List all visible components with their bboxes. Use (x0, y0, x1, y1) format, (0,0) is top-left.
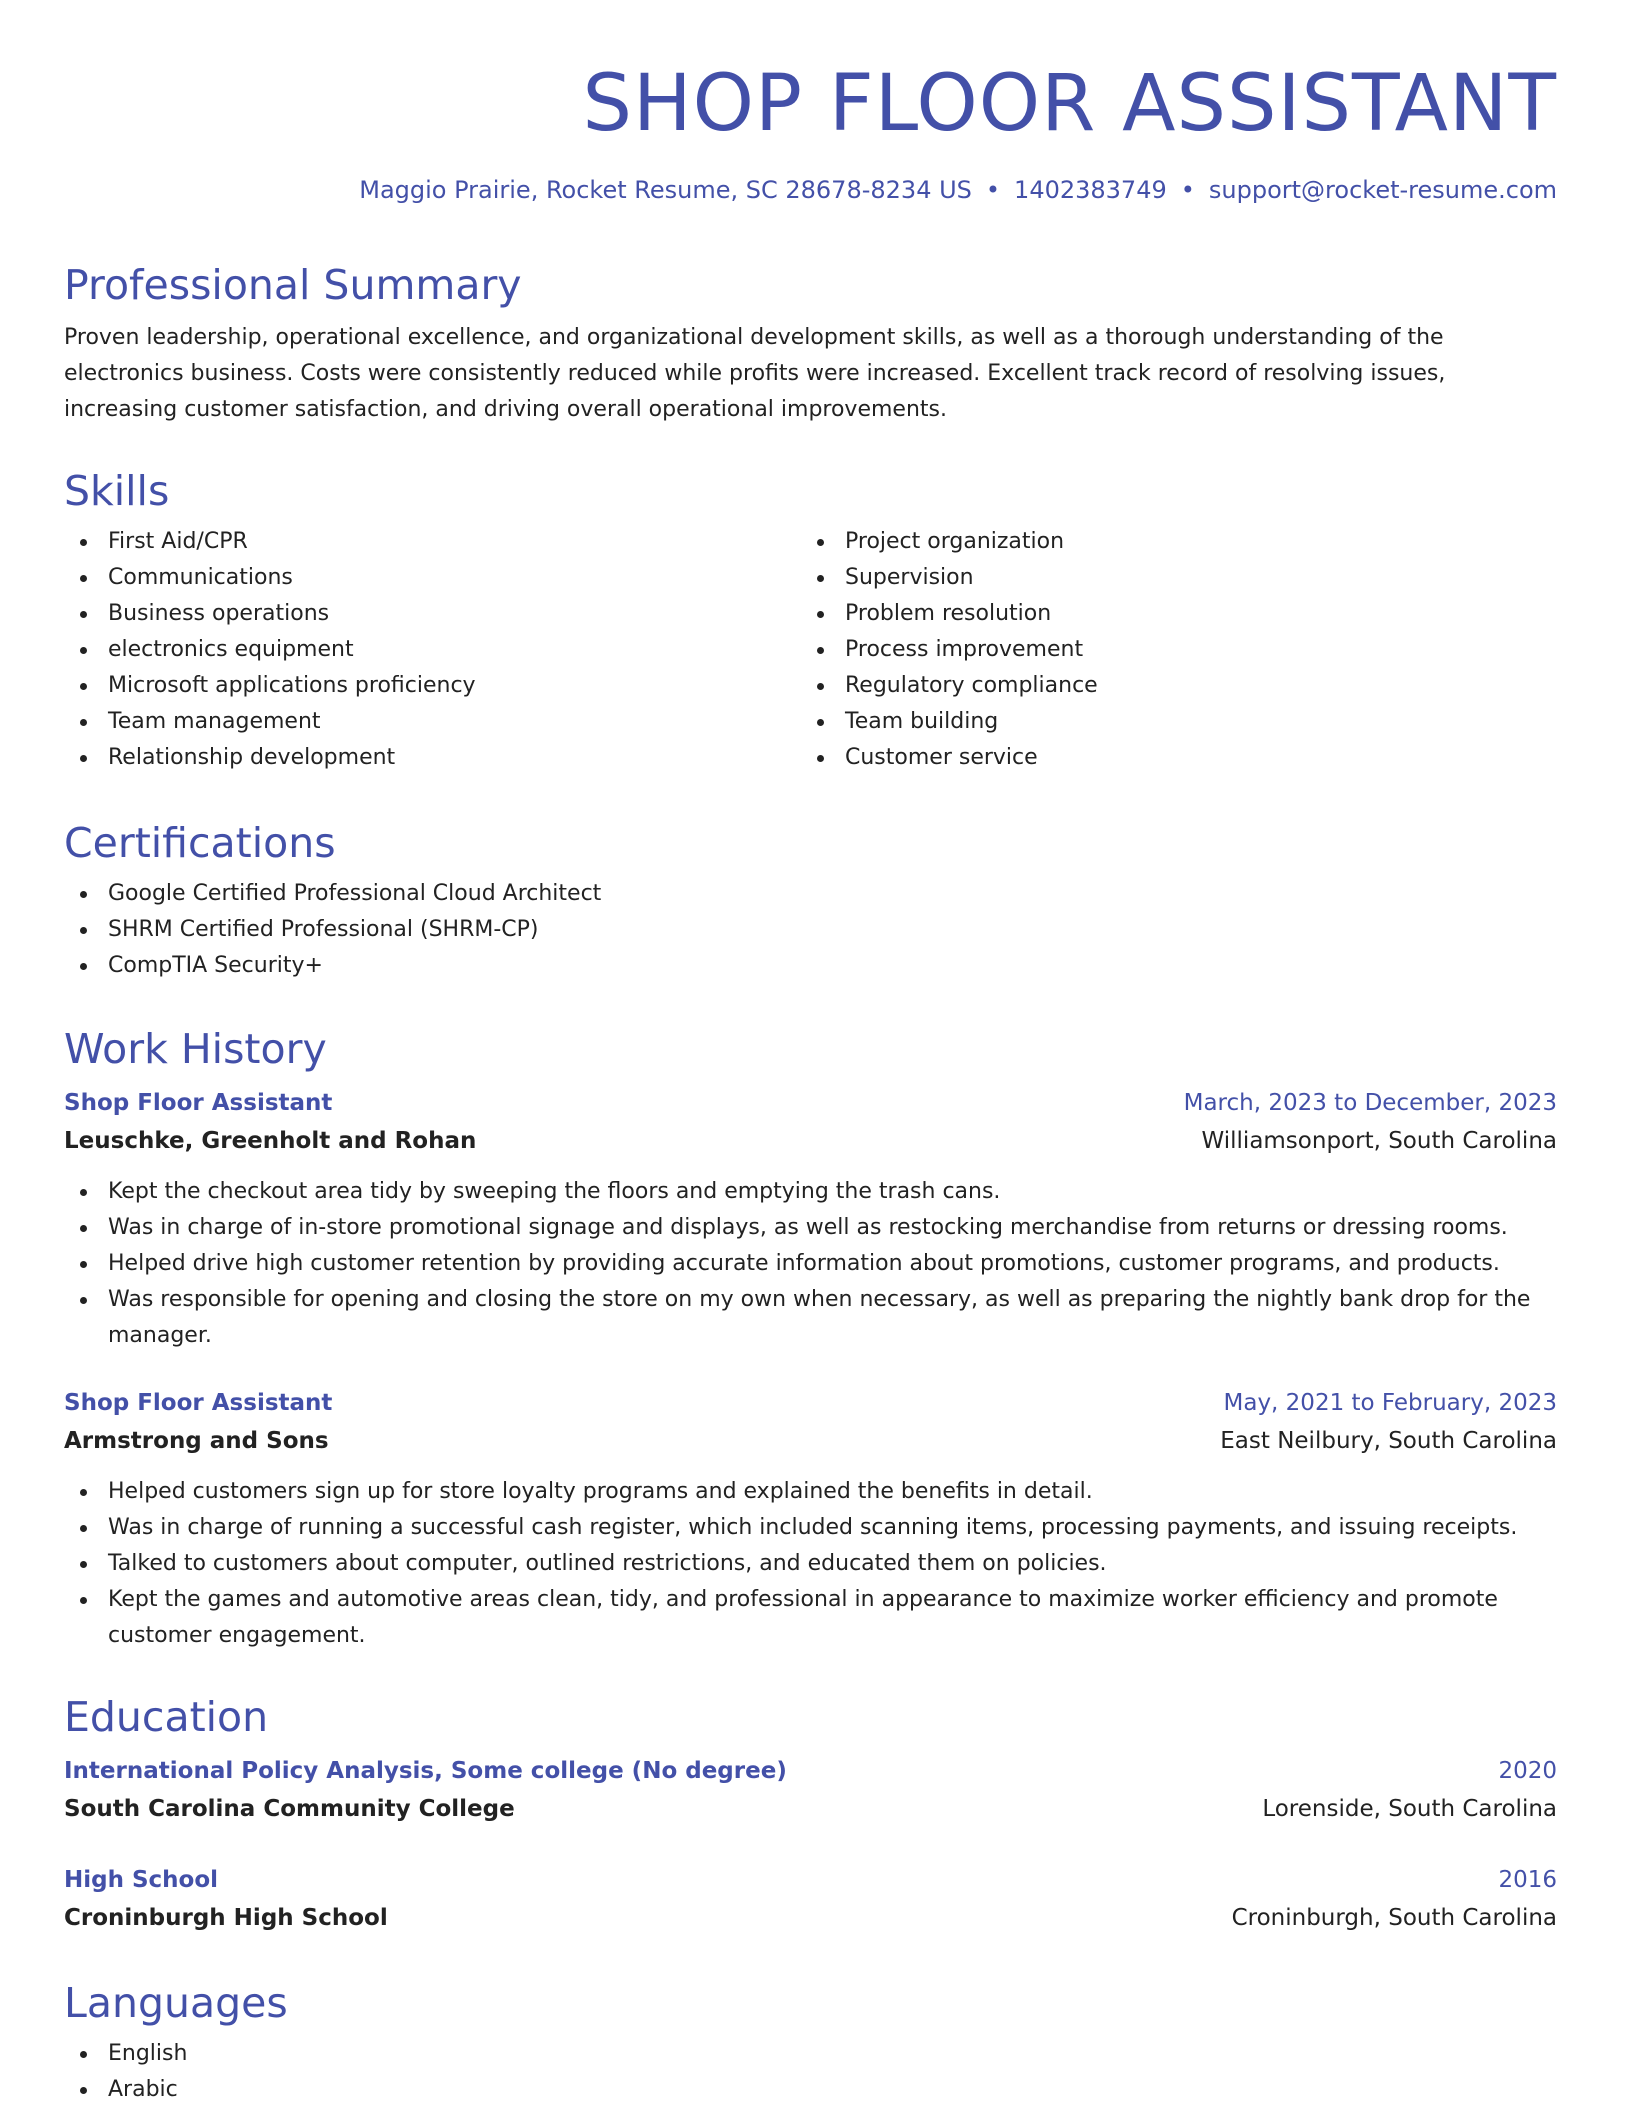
contact-separator: • (985, 176, 1001, 204)
job-bullets (64, 1174, 1557, 1354)
skill-item: Relationship development (64, 740, 801, 776)
education-location: Croninburgh, South Carolina (1231, 1905, 1557, 1931)
language-item: English (64, 2036, 1557, 2072)
job-entry (64, 1084, 1557, 1354)
skill-item: Supervision (801, 560, 1538, 596)
job-entry (64, 1384, 1557, 1654)
job-bullet: Talked to customers about computer, outlined restrictions, and educated them on policies. (64, 1546, 1557, 1582)
languages-section (64, 1978, 1557, 2108)
job-header-row (64, 1384, 1557, 1422)
skills-heading: Skills (64, 467, 170, 515)
job-company: Leuschke, Greenholt and Rohan (64, 1128, 477, 1154)
summary-heading: Professional Summary (64, 261, 522, 309)
languages-heading: Languages (64, 1979, 288, 2027)
education-section (64, 1692, 1557, 1937)
job-bullet: Was in charge of in-store promotional signage and displays, as well as restocking merchandise from returns or dressing rooms. (64, 1210, 1557, 1246)
skill-item: Team management (64, 704, 801, 740)
job-subheader-row (64, 1122, 1557, 1160)
certifications-list (64, 876, 1557, 984)
education-header-row (64, 1861, 1557, 1899)
skill-item: Problem resolution (801, 596, 1538, 632)
languages-list (64, 2036, 1557, 2108)
skill-item: Team building (801, 704, 1538, 740)
job-dates: May, 2021 to February, 2023 (1223, 1390, 1557, 1416)
job-title: Shop Floor Assistant (64, 1090, 333, 1116)
education-subheader-row (64, 1790, 1557, 1828)
contact-phone: 1402383749 (1014, 176, 1167, 204)
certifications-section (64, 818, 1557, 984)
job-title: Shop Floor Assistant (64, 1390, 333, 1416)
resume-page (64, 56, 1557, 2102)
contact-separator: • (1180, 176, 1195, 204)
job-bullet: Kept the games and automotive areas clean, tidy, and professional in appearance to maximize worker efficiency and promote customer engagement. (64, 1582, 1557, 1654)
job-company: Armstrong and Sons (64, 1428, 329, 1454)
job-bullet: Kept the checkout area tidy by sweeping the floors and emptying the trash cans. (64, 1174, 1557, 1210)
contact-email[interactable]: support@rocket-resume.com (1208, 176, 1557, 204)
skills-section (64, 466, 1557, 776)
education-year: 2020 (1498, 1758, 1557, 1784)
skill-item: First Aid/CPR (64, 524, 801, 560)
contact-line (359, 174, 1557, 206)
education-header-row (64, 1752, 1557, 1790)
skills-list-left (64, 524, 801, 776)
education-location: Lorenside, South Carolina (1262, 1796, 1557, 1822)
education-school: Croninburgh High School (64, 1905, 388, 1931)
skill-item: Project organization (801, 524, 1538, 560)
certifications-heading: Certifications (64, 819, 336, 867)
education-school: South Carolina Community College (64, 1796, 515, 1822)
skill-item: Microsoft applications proficiency (64, 668, 801, 704)
job-bullet: Helped customers sign up for store loyalty programs and explained the benefits in detail. (64, 1474, 1557, 1510)
summary-section (64, 260, 1557, 428)
job-bullet: Was in charge of running a successful cash register, which included scanning items, processing payments, and issuing receipts. (64, 1510, 1557, 1546)
skills-columns (64, 524, 1557, 776)
job-bullet: Helped drive high customer retention by providing accurate information about promotions, customer programs, and products. (64, 1246, 1557, 1282)
skill-item: Customer service (801, 740, 1538, 776)
education-entry (64, 1752, 1557, 1828)
skill-item: Communications (64, 560, 801, 596)
contact-address: Maggio Prairie, Rocket Resume, SC 28678-8234 US (359, 176, 972, 204)
education-subheader-row (64, 1899, 1557, 1937)
language-item: Arabic (64, 2072, 1557, 2108)
resume-title: SHOP FLOOR ASSISTANT (582, 59, 1557, 149)
work-history-heading: Work History (64, 1025, 327, 1073)
job-header-row (64, 1084, 1557, 1122)
job-bullet: Was responsible for opening and closing the store on my own when necessary, as well as preparing the nightly bank drop for the manager. (64, 1282, 1557, 1354)
skill-item: Business operations (64, 596, 801, 632)
certification-item: CompTIA Security+ (64, 948, 1557, 984)
certification-item: Google Certified Professional Cloud Architect (64, 876, 1557, 912)
education-entry (64, 1861, 1557, 1937)
certification-item: SHRM Certified Professional (SHRM-CP) (64, 912, 1557, 948)
job-bullets (64, 1474, 1557, 1654)
job-subheader-row (64, 1422, 1557, 1460)
skill-item: Regulatory compliance (801, 668, 1538, 704)
skill-item: electronics equipment (64, 632, 801, 668)
job-dates: March, 2023 to December, 2023 (1183, 1090, 1557, 1116)
education-year: 2016 (1498, 1867, 1557, 1893)
education-degree: International Policy Analysis, Some college (No degree) (64, 1758, 787, 1784)
work-history-section (64, 1024, 1557, 1654)
education-degree: High School (64, 1867, 219, 1893)
skill-item: Process improvement (801, 632, 1538, 668)
summary-text: Proven leadership, operational excellence, and organizational development skills, as well as a thorough understanding of the electronics business. Costs were consistently reduced while profits were increased. Excellent track record of resolving issues, increasing customer satisfaction, and driving overall operational improvements. (64, 325, 1446, 422)
education-heading: Education (64, 1693, 269, 1741)
skills-list-right (801, 524, 1538, 776)
job-location: East Neilbury, South Carolina (1220, 1428, 1557, 1454)
job-location: Williamsonport, South Carolina (1201, 1128, 1557, 1154)
